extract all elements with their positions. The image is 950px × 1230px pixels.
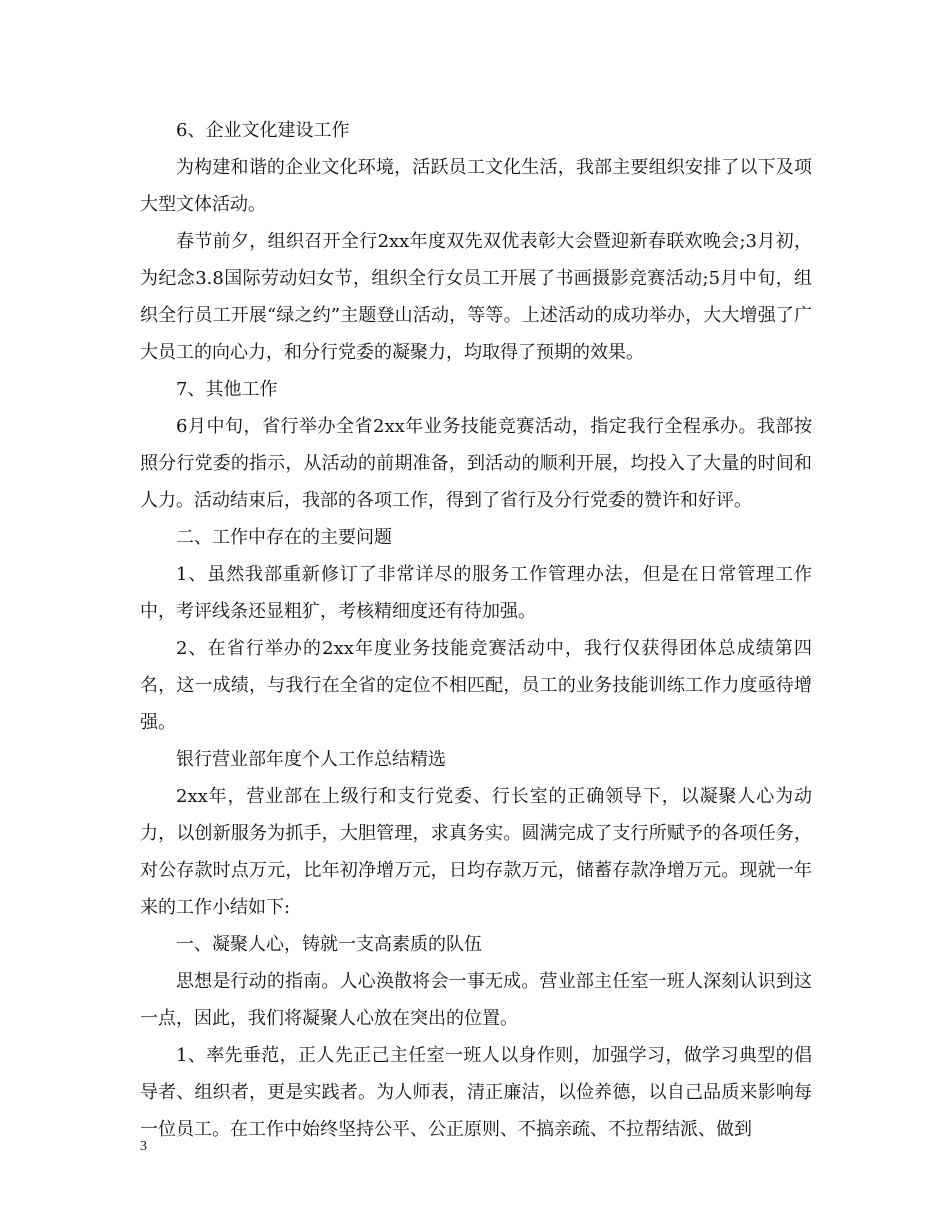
- section-heading-problems: 二、工作中存在的主要问题: [176, 527, 392, 548]
- section-heading-culture: 6、企业文化建设工作: [176, 120, 350, 141]
- section-heading-other-work: 7、其他工作: [176, 379, 278, 400]
- paragraph: 思想是行动的指南。人心涣散将会一事无成。营业部主任室一班人深刻认识到这一点，因此，我们将凝聚人心放在突出的位置。: [140, 971, 812, 1029]
- paragraph: 6月中旬，省行举办全省2xx年业务技能竞赛活动，指定我行全程承办。我部按照分行党委的指示，从活动的前期准备，到活动的顺利开展，均投入了大量的时间和人力。活动结束后，我部的各项工作，得到了省行及分行党委的赞许和好评。: [140, 416, 812, 511]
- paragraph: 为构建和谐的企业文化环境，活跃员工文化生活，我部主要组织安排了以下及项大型文体活动。: [140, 157, 812, 215]
- article-title: 银行营业部年度个人工作总结精选: [176, 749, 446, 770]
- paragraph: 1、虽然我部重新修订了非常详尽的服务工作管理办法，但是在日常管理工作中，考评线条还显粗犷，考核精细度还有待加强。: [140, 564, 812, 622]
- paragraph: 春节前夕，组织召开全行2xx年度双先双优表彰大会暨迎新春联欢晚会;3月初，为纪念3.8国际劳动妇女节，组织全行女员工开展了书画摄影竞赛活动;5月中旬，组织全行员工开展“绿之约”主题登山活动，等等。上述活动的成功举办，大大增强了广大员工的向心力，和分行党委的凝聚力，均取得了预期的效果。: [140, 231, 812, 363]
- section-heading-team: 一、凝聚人心，铸就一支高素质的队伍: [176, 934, 482, 955]
- document-body: [140, 112, 812, 1148]
- paragraph: 1、率先垂范，正人先正己主任室一班人以身作则，加强学习，做学习典型的倡导者、组织者，更是实践者。为人师表，清正廉洁，以俭养德，以自己品质来影响每一位员工。在工作中始终坚持公平、公正原则、不搞亲疏、不拉帮结派、做到: [140, 1045, 812, 1140]
- paragraph: 2xx年，营业部在上级行和支行党委、行长室的正确领导下，以凝聚人心为动力，以创新服务为抓手，大胆管理，求真务实。圆满完成了支行所赋予的各项任务，对公存款时点万元，比年初净增万元，日均存款万元，储蓄存款净增万元。现就一年来的工作小结如下:: [140, 786, 812, 918]
- paragraph: 2、在省行举办的2xx年度业务技能竞赛活动中，我行仅获得团体总成绩第四名，这一成绩，与我行在全省的定位不相匹配，员工的业务技能训练工作力度亟待增强。: [140, 638, 812, 733]
- page-number: 3: [140, 1139, 147, 1154]
